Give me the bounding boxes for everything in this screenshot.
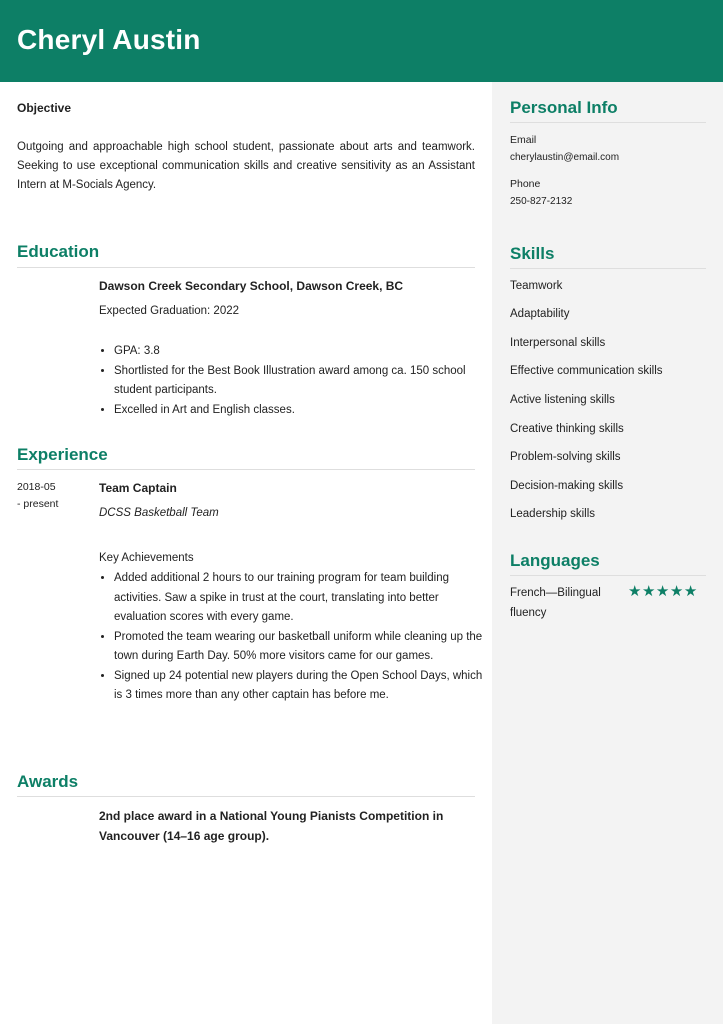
education-graduation: Expected Graduation: 2022	[99, 305, 240, 317]
list-item: • Shortlisted for the Best Book Illustration award among ca. 150 school student participants.	[114, 362, 476, 401]
candidate-name: Cheryl Austin	[17, 24, 201, 55]
list-item: • Promoted the team wearing our basketball uniform while cleaning up the town during Earth Day. 50% more visitors came for our games.	[114, 628, 492, 667]
education-school: Dawson Creek Secondary School, Dawson Creek, BC	[99, 279, 404, 293]
objective-title: Objective	[17, 101, 72, 115]
main-column	[0, 82, 492, 1024]
education-title: Education	[17, 242, 100, 261]
star-icon: ★	[683, 583, 698, 600]
phone-value: 250-827-2132	[510, 196, 573, 207]
experience-achievements-label: Key Achievements	[99, 552, 194, 564]
skill-item: Problem-solving skills	[510, 451, 621, 463]
email-label: Email	[510, 134, 537, 146]
skills-divider	[510, 268, 706, 269]
experience-date-start: 2018-05	[17, 481, 56, 493]
skill-item: Effective communication skills	[510, 365, 663, 377]
languages-divider	[510, 575, 706, 576]
phone-label: Phone	[510, 178, 541, 190]
skill-item: Creative thinking skills	[510, 423, 624, 435]
language-rating-stars	[628, 582, 698, 600]
skill-item: Leadership skills	[510, 508, 596, 520]
personal-info-title: Personal Info	[510, 98, 618, 117]
skill-item: Teamwork	[510, 280, 563, 292]
list-item: • Signed up 24 potential new players during the Open School Days, which is 3 times more than any other captain has before me.	[114, 667, 492, 706]
experience-date-end: - present	[17, 498, 59, 510]
awards-divider	[17, 796, 475, 797]
list-item: • GPA: 3.8	[114, 342, 476, 362]
star-icon: ★	[655, 583, 670, 600]
experience-role: Team Captain	[99, 481, 177, 495]
skill-item: Active listening skills	[510, 394, 615, 406]
star-icon: ★	[669, 583, 684, 600]
language-name: French—Bilingual fluency	[510, 587, 601, 619]
list-item: • Excelled in Art and English classes.	[114, 401, 476, 421]
languages-title: Languages	[510, 551, 600, 570]
awards-text: 2nd place award in a National Young Pianists Competition in Vancouver (14–16 age group).	[99, 809, 444, 843]
skill-item: Interpersonal skills	[510, 337, 606, 349]
personal-info-divider	[510, 122, 706, 123]
skill-item: Decision-making skills	[510, 480, 624, 492]
education-divider	[17, 267, 475, 268]
resume-header	[0, 0, 723, 82]
skills-title: Skills	[510, 244, 555, 263]
awards-title: Awards	[17, 772, 79, 791]
experience-bullets	[99, 569, 492, 706]
experience-title: Experience	[17, 445, 108, 464]
star-icon: ★	[641, 583, 656, 600]
experience-divider	[17, 469, 475, 470]
skill-item: Adaptability	[510, 308, 570, 320]
education-bullets	[99, 342, 476, 420]
experience-org: DCSS Basketball Team	[99, 507, 219, 519]
star-icon: ★	[628, 583, 642, 600]
list-item: • Added additional 2 hours to our training program for team building activities. Saw a spike in trust at the court, translating into better evaluation scores with every game.	[114, 569, 492, 628]
sidebar	[492, 82, 723, 1024]
email-value: cherylaustin@email.com	[510, 152, 620, 163]
objective-text: Outgoing and approachable high school student, passionate about arts and teamwork. Seeking to use exceptional communication skills and creative sensitivity as an Assistant Intern at M-Socials Agency.	[17, 141, 475, 191]
